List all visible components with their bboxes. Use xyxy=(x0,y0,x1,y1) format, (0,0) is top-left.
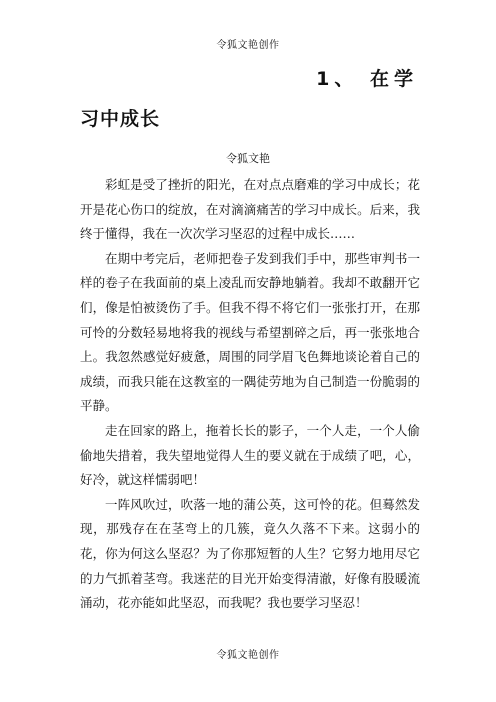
paragraph: 在期中考完后，老师把卷子发到我们手中，那些审判书一样的卷子在我面前的桌上凌乱而安静地躺着。我却不敢翻开它们，像是怕被烫伤了手。但我不得不将它们一张张打开，在那可怜的分数轻易地将我的视线与希望割碎之后，再一张张地合上。我忽然感觉好疲惫，周围的同学眉飞色舞地谈论着自己的成绩，而我只能在这教室的一隅徒劳地为自己制造一份脆弱的平静。 xyxy=(80,250,420,414)
paragraph: 彩虹是受了挫折的阳光，在对点点磨难的学习中成长；花开是花心伤口的绽放，在对滴滴痛苦的学习中成长。后来，我终于懂得，我在一次次学习坚忍的过程中成长…… xyxy=(80,177,420,242)
paragraph: 走在回家的路上，拖着长长的影子，一个人走，一个人偷偷地失措着，我失望地觉得人生的要义就在于成绩了吧，心，好冷，就这样懦弱吧！ xyxy=(80,422,420,488)
paragraph: 一阵风吹过，吹落一地的蒲公英，这可怜的花。但蓦然发现，那残存在在茎弯上的几簇，竟久久落不下来。这弱小的花，你为何这么坚忍？为了你那短暂的人生？它努力地用尽它的力气抓着茎弯。我迷茫的目光开始变得清澈，好像有股暖流涌动，花亦能如此坚忍，而我呢？我也要学习坚忍！ xyxy=(80,496,420,611)
page-header: 令狐文艳创作 xyxy=(216,40,280,51)
page-footer: 令狐文艳创作 xyxy=(216,650,280,661)
author: 令狐文艳 xyxy=(226,152,270,165)
title-line-1: 1、 在学 xyxy=(316,68,418,90)
article-body xyxy=(80,173,420,616)
title-line-2: 习中成长 xyxy=(80,108,161,130)
